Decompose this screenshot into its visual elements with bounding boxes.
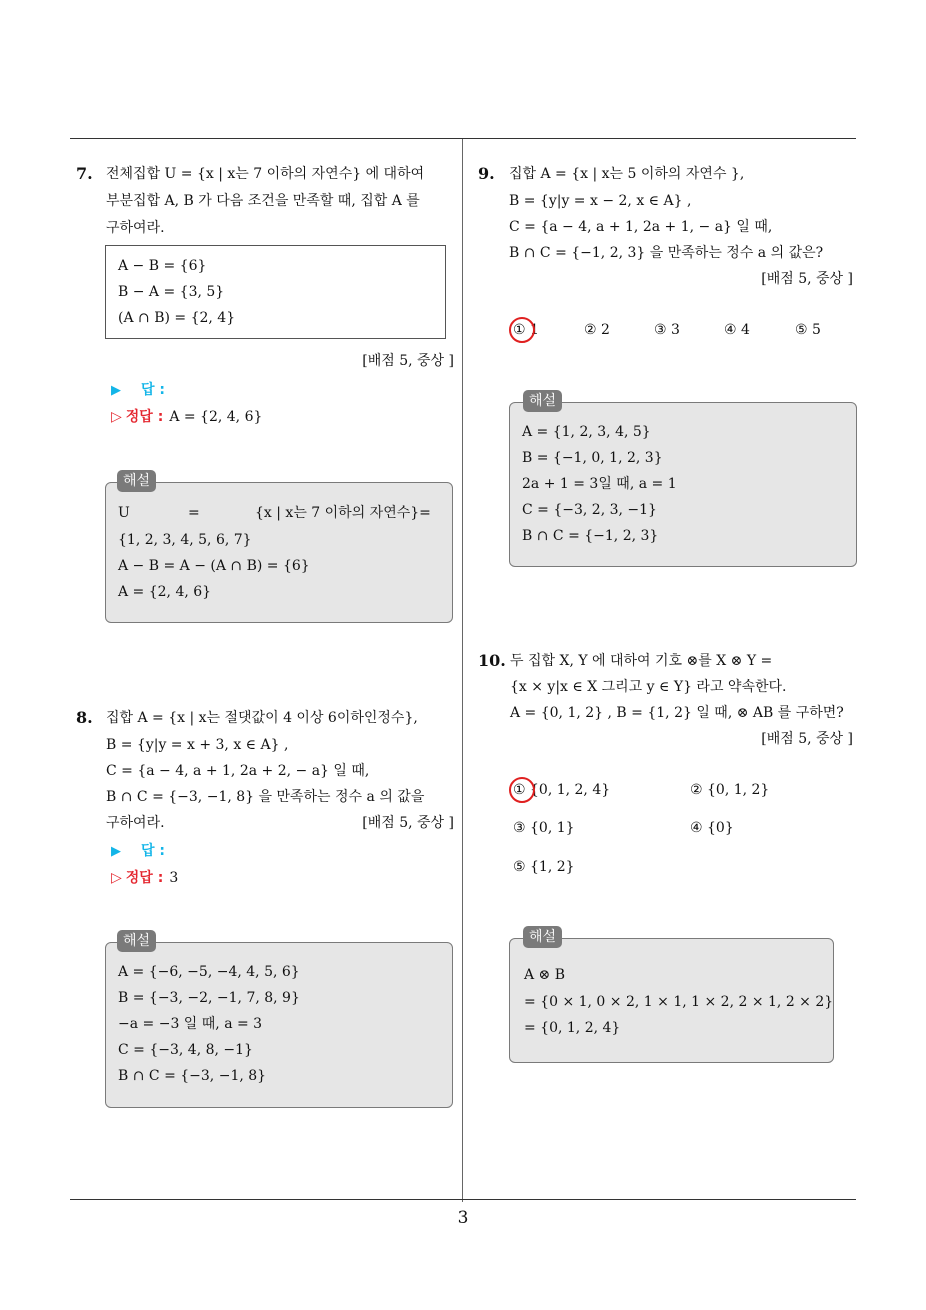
solution-line: A = {−6, −5, −4, 4, 5, 6}: [118, 964, 300, 980]
solution-line: A = {1, 2, 3, 4, 5}: [522, 424, 651, 440]
solution-line: B = {−1, 0, 1, 2, 3}: [522, 450, 663, 466]
solution-tag: 해설: [523, 390, 562, 412]
choice-3[interactable]: ③ {0, 1}: [513, 820, 575, 836]
solution-line: B = {−3, −2, −1, 7, 8, 9}: [118, 990, 300, 1006]
question-text: 구하여라.: [106, 220, 165, 236]
question-text: B ∩ C = {−1, 2, 3} 을 만족하는 정수 a 의 값은?: [509, 245, 824, 261]
question-text: C = {a − 4, a + 1, 2a + 2, − a} 일 때,: [106, 763, 370, 779]
choice-5[interactable]: ⑤ {1, 2}: [513, 859, 575, 875]
bottom-rule: [70, 1199, 856, 1200]
question-text: C = {a − 4, a + 1, 2a + 1, − a} 일 때,: [509, 219, 773, 235]
choice-3[interactable]: ③ 3: [654, 322, 680, 338]
score-label: [배점 5, 중상 ]: [761, 271, 853, 287]
question-text: 부분집합 A, B 가 다음 조건을 만족할 때, 집합 A 를: [106, 193, 420, 209]
question-number: 7.: [76, 164, 93, 183]
question-text: B = {y|y = x + 3, x ∈ A} ,: [106, 737, 289, 753]
solution-line: = {0 × 1, 0 × 2, 1 × 1, 1 × 2, 2 × 1, 2 × 2}: [524, 994, 834, 1010]
solution-tag: 해설: [523, 926, 562, 948]
choice-2[interactable]: ② {0, 1, 2}: [690, 782, 770, 798]
condition-line: (A ∩ B) = {2, 4}: [118, 310, 236, 326]
selected-answer-circle: [509, 777, 535, 803]
question-text: A = {0, 1, 2} , B = {1, 2} 일 때, ⊗ AB 를 구하면?: [510, 705, 844, 721]
answer-label: 답 :: [141, 382, 165, 398]
score-label: [배점 5, 중상 ]: [362, 815, 454, 831]
solution-line: B ∩ C = {−1, 2, 3}: [522, 528, 659, 544]
correct-answer-label: 정답 :: [125, 409, 164, 425]
solution-line: −a = −3 일 때, a = 3: [118, 1016, 263, 1032]
question-number: 10.: [478, 651, 506, 670]
filled-triangle-icon: ▶: [111, 383, 121, 398]
question-text: 집합 A = {x | x는 5 이하의 자연수 },: [509, 166, 745, 182]
question-text: 집합 A = {x | x는 절댓값이 4 이상 6이하인정수},: [106, 710, 418, 726]
correct-answer-row: [111, 407, 262, 427]
solution-line: = {0, 1, 2, 4}: [524, 1020, 621, 1036]
choice-2[interactable]: ② 2: [584, 322, 610, 338]
question-text: B = {y|y = x − 2, x ∈ A} ,: [509, 193, 692, 209]
condition-line: B − A = {3, 5}: [118, 284, 225, 300]
choice-1[interactable]: ① {0, 1, 2, 4}: [513, 782, 611, 798]
solution-line: A = {2, 4, 6}: [118, 584, 212, 600]
solution-line: A ⊗ B: [524, 967, 566, 983]
correct-answer-value: A = {2, 4, 6}: [169, 409, 263, 425]
question-text: {x × y|x ∈ X 그리고 y ∈ Y} 라고 약속한다.: [510, 679, 787, 695]
solution-line: {x | x는 7 이하의 자연수}=: [255, 505, 431, 521]
solution-line: {1, 2, 3, 4, 5, 6, 7}: [118, 532, 252, 548]
selected-answer-circle: [509, 317, 535, 343]
choice-4[interactable]: ④ 4: [724, 322, 750, 338]
filled-triangle-icon: ▶: [111, 844, 121, 859]
question-text: 두 집합 X, Y 에 대하여 기호 ⊗를 X ⊗ Y =: [510, 653, 773, 669]
solution-tag: 해설: [117, 470, 156, 492]
solution-tag: 해설: [117, 930, 156, 952]
score-label: [배점 5, 중상 ]: [761, 731, 853, 747]
column-divider: [462, 139, 463, 1202]
choice-5[interactable]: ⑤ 5: [795, 322, 821, 338]
outline-triangle-icon: ▷: [111, 870, 122, 886]
condition-line: A − B = {6}: [118, 258, 207, 274]
correct-answer-value: 3: [169, 870, 179, 886]
top-rule: [70, 138, 856, 139]
score-label: [배점 5, 중상 ]: [362, 353, 454, 369]
page-number: 3: [457, 1208, 469, 1228]
solution-line: C = {−3, 4, 8, −1}: [118, 1042, 253, 1058]
correct-answer-label: 정답 :: [125, 870, 164, 886]
question-number: 9.: [478, 164, 495, 183]
solution-line: =: [188, 505, 200, 521]
solution-line: B ∩ C = {−3, −1, 8}: [118, 1068, 267, 1084]
answer-label: 답 :: [141, 843, 165, 859]
choice-4[interactable]: ④ {0}: [690, 820, 734, 836]
question-number: 8.: [76, 708, 93, 727]
answer-row: [111, 841, 165, 862]
outline-triangle-icon: ▷: [111, 409, 122, 425]
question-text: 전체집합 U = {x | x는 7 이하의 자연수} 에 대하여: [106, 166, 425, 182]
choice-1[interactable]: ① 1: [513, 322, 539, 338]
solution-line: U: [118, 505, 130, 521]
question-text: B ∩ C = {−3, −1, 8} 을 만족하는 정수 a 의 값을: [106, 789, 425, 805]
answer-row: [111, 380, 165, 401]
solution-line: 2a + 1 = 3일 때, a = 1: [522, 476, 677, 492]
question-text: 구하여라.: [106, 815, 165, 831]
solution-line: A − B = A − (A ∩ B) = {6}: [118, 558, 310, 574]
solution-line: C = {−3, 2, 3, −1}: [522, 502, 657, 518]
correct-answer-row: [111, 868, 178, 888]
